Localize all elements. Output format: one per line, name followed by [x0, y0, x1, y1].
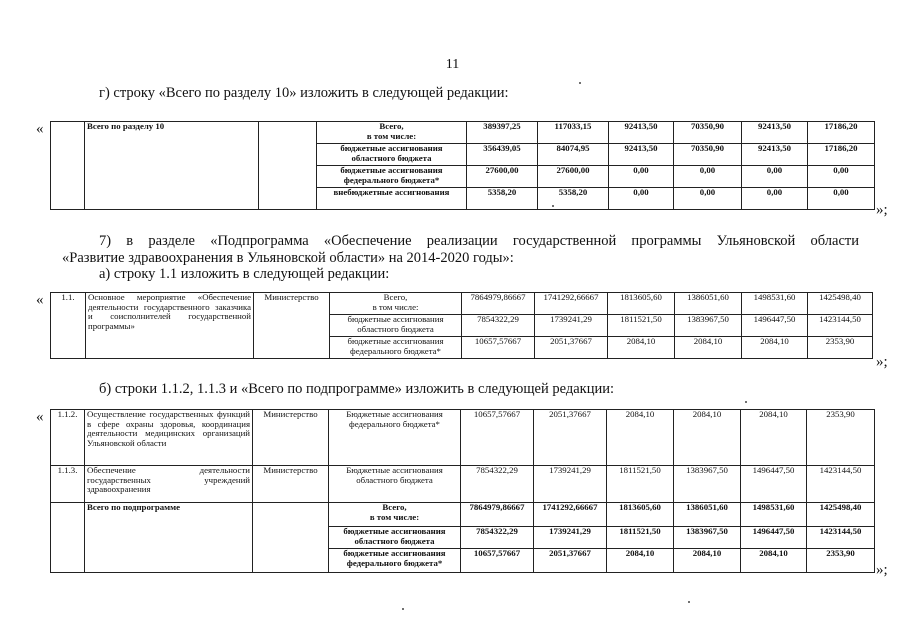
t2-value: 1383967,50 [675, 315, 742, 337]
t1-value: 0,00 [808, 188, 875, 210]
t2-value: 7854322,29 [462, 315, 535, 337]
t3-value: 2084,10 [607, 410, 674, 466]
t3-total-value: 1498531,60 [741, 503, 807, 527]
t3-num: 1.1.3. [51, 466, 85, 503]
t1-value: 17186,20 [808, 144, 875, 166]
t3-total-value: 1811521,50 [607, 527, 674, 549]
t1-value: 27600,00 [538, 166, 609, 188]
t1-value: 70350,90 [674, 122, 742, 144]
t1-total-label: Всего по разделу 10 [85, 122, 259, 210]
t3-value: 2084,10 [674, 410, 741, 466]
t1-row-label: внебюджетные ассигнования [317, 188, 467, 210]
t2-num: 1.1. [51, 293, 86, 359]
close-quote-1: »; [876, 202, 888, 218]
t1-value: 0,00 [742, 166, 808, 188]
paragraph-7-line1: 7) в разделе «Подпрограмма «Обеспечение реализации государственной программы Ульяновской области [99, 233, 859, 249]
t1-value: 92413,50 [742, 144, 808, 166]
t1-value: 92413,50 [609, 122, 674, 144]
paragraph-a: а) строку 1.1 изложить в следующей редакции: [99, 266, 390, 282]
t1-row-label: Всего, в том числе: [317, 122, 467, 144]
t1-value: 0,00 [742, 188, 808, 210]
close-quote-3: »; [876, 562, 888, 578]
t3-total-value: 2084,10 [741, 549, 807, 573]
scan-speck [402, 608, 404, 610]
t3-row-label: Бюджетные ассигнования федерального бюджета* [329, 410, 461, 466]
t3-total-value: 2084,10 [607, 549, 674, 573]
t2-row-label: Всего, в том числе: [330, 293, 462, 315]
t2-value: 1496447,50 [742, 315, 808, 337]
t3-total-row-label: бюджетные ассигнования федерального бюджета* [329, 549, 461, 573]
t3-row-label: Бюджетные ассигнования областного бюджета [329, 466, 461, 503]
t2-value: 1741292,66667 [535, 293, 608, 315]
t1-num-cell [51, 122, 85, 210]
t2-value: 2084,10 [608, 337, 675, 359]
t3-total-value: 2051,37667 [534, 549, 607, 573]
t2-value: 2051,37667 [535, 337, 608, 359]
t1-value: 70350,90 [674, 144, 742, 166]
t3-total-num-cell [51, 503, 85, 573]
t1-value: 356439,05 [467, 144, 538, 166]
t1-value: 17186,20 [808, 122, 875, 144]
t3-total-value: 1813605,60 [607, 503, 674, 527]
t3-value: 1739241,29 [534, 466, 607, 503]
t2-value: 1423144,50 [808, 315, 873, 337]
t3-value: 2051,37667 [534, 410, 607, 466]
t1-value: 92413,50 [742, 122, 808, 144]
page-number: 11 [445, 57, 460, 72]
t3-total-value: 1383967,50 [674, 527, 741, 549]
t1-value: 117033,15 [538, 122, 609, 144]
table-row-1-1 [50, 292, 873, 359]
paragraph-7-line2: «Развитие здравоохранения в Ульяновской области» на 2014-2020 годы»: [62, 250, 514, 266]
t3-name: Осуществление государственных функций в сфере охраны здоровья, координация деятельности медицинских организаций Ульяновской области [85, 410, 253, 466]
t2-row-label: бюджетные ассигнования федерального бюджета* [330, 337, 462, 359]
scan-speck [688, 601, 690, 603]
t1-value: 27600,00 [467, 166, 538, 188]
t3-value: 1383967,50 [674, 466, 741, 503]
t1-value: 0,00 [808, 166, 875, 188]
scan-speck [552, 205, 554, 207]
t3-total-row-label: Всего, в том числе: [329, 503, 461, 527]
t3-total-value: 7864979,86667 [461, 503, 534, 527]
open-quote-2: « [36, 292, 44, 308]
t3-total-value: 2084,10 [674, 549, 741, 573]
scan-speck [579, 82, 581, 84]
t1-value: 5358,20 [467, 188, 538, 210]
t3-total-row-label: бюджетные ассигнования областного бюджета [329, 527, 461, 549]
t3-num: 1.1.2. [51, 410, 85, 466]
t1-value: 0,00 [609, 166, 674, 188]
t3-value: 7854322,29 [461, 466, 534, 503]
t2-value: 10657,57667 [462, 337, 535, 359]
t3-executor: Министерство [253, 410, 329, 466]
t2-value: 1425498,40 [808, 293, 873, 315]
t3-total-label: Всего по подпрограмме [85, 503, 253, 573]
close-quote-2: »; [876, 354, 888, 370]
t2-value: 1498531,60 [742, 293, 808, 315]
t1-value: 389397,25 [467, 122, 538, 144]
t1-value: 0,00 [609, 188, 674, 210]
t3-name: Обеспечение деятельности государственных учреждений здравоохранения [85, 466, 253, 503]
t2-value: 1813605,60 [608, 293, 675, 315]
paragraph-g: г) строку «Всего по разделу 10» изложить в следующей редакции: [99, 85, 509, 101]
scan-speck [745, 401, 747, 403]
open-quote-3: « [36, 409, 44, 425]
t2-executor: Министерство [254, 293, 330, 359]
t3-total-value: 1741292,66667 [534, 503, 607, 527]
open-quote-1: « [36, 121, 44, 137]
t2-value: 2084,10 [742, 337, 808, 359]
t2-value: 2084,10 [675, 337, 742, 359]
t2-name: Основное мероприятие «Обеспечение деятельности государственного заказчика и соисполнителей государственной программы» [86, 293, 254, 359]
t3-executor: Министерство [253, 466, 329, 503]
t3-value: 10657,57667 [461, 410, 534, 466]
t1-value: 92413,50 [609, 144, 674, 166]
t2-value: 1811521,50 [608, 315, 675, 337]
t2-row-label: бюджетные ассигнования областного бюджета [330, 315, 462, 337]
t3-total-value: 2353,90 [807, 549, 875, 573]
table-rows-1-1-2-3-total [50, 409, 875, 573]
table-section-10-total [50, 121, 875, 210]
t3-value: 1496447,50 [741, 466, 807, 503]
t3-total-value: 1386051,60 [674, 503, 741, 527]
t1-value: 0,00 [674, 166, 742, 188]
t2-value: 1386051,60 [675, 293, 742, 315]
t2-value: 1739241,29 [535, 315, 608, 337]
t3-total-value: 1425498,40 [807, 503, 875, 527]
paragraph-b: б) строки 1.1.2, 1.1.3 и «Всего по подпрограмме» изложить в следующей редакции: [99, 381, 615, 397]
t3-total-value: 1496447,50 [741, 527, 807, 549]
t3-total-value: 1423144,50 [807, 527, 875, 549]
t2-value: 2353,90 [808, 337, 873, 359]
t3-total-value: 10657,57667 [461, 549, 534, 573]
t3-value: 2353,90 [807, 410, 875, 466]
t1-value: 5358,20 [538, 188, 609, 210]
t3-total-value: 7854322,29 [461, 527, 534, 549]
t1-row-label: бюджетные ассигнования федерального бюджета* [317, 166, 467, 188]
t1-value: 0,00 [674, 188, 742, 210]
t1-row-label: бюджетные ассигнования областного бюджета [317, 144, 467, 166]
t2-value: 7864979,86667 [462, 293, 535, 315]
t3-value: 1811521,50 [607, 466, 674, 503]
t3-total-executor-cell [253, 503, 329, 573]
t1-value: 84074,95 [538, 144, 609, 166]
t3-value: 2084,10 [741, 410, 807, 466]
t3-total-value: 1739241,29 [534, 527, 607, 549]
t3-value: 1423144,50 [807, 466, 875, 503]
t1-executor-cell [259, 122, 317, 210]
